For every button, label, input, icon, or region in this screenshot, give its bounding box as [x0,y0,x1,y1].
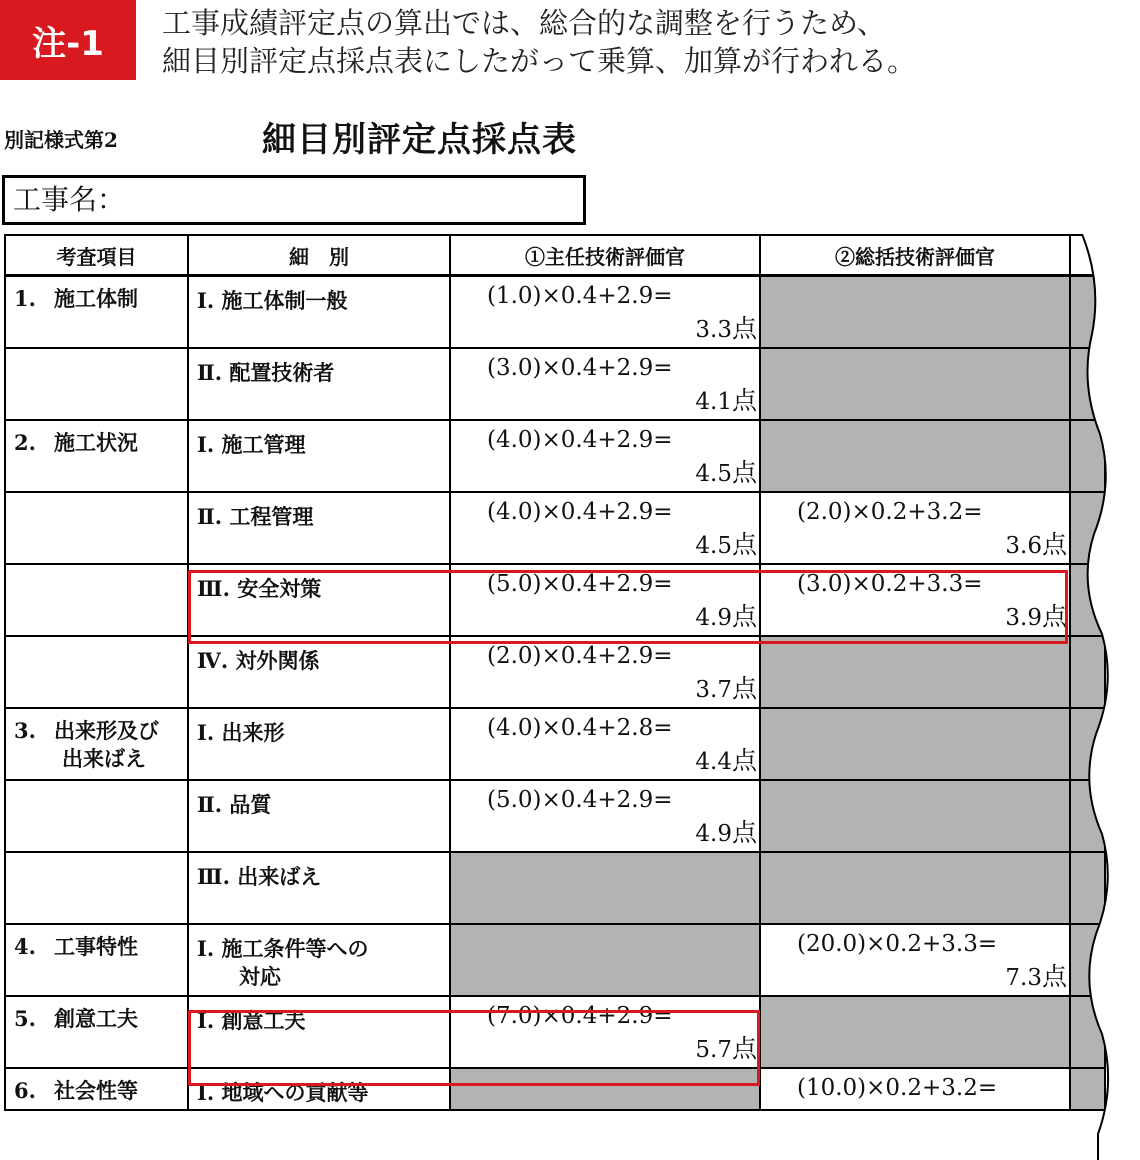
score [451,493,759,563]
general-score-cell [760,636,1070,708]
score-result [1005,597,1067,633]
edge-cell [1070,1068,1105,1110]
general-score-cell [760,420,1070,492]
score-formula: (3.0)×0.2+3.3= [797,571,983,597]
score-unit: 点 [731,314,757,343]
score-value: 5.7 [695,1037,732,1063]
general-score-cell [760,492,1070,564]
chief-score-cell [450,780,760,852]
detail-label [189,493,449,531]
edge-cell [1070,708,1105,780]
table-header-row [5,235,1105,276]
item-number: 1. [14,286,36,311]
item-cell [5,564,188,636]
item-number: 3. [14,718,36,743]
edge-cell [1070,780,1105,852]
item-label [6,925,187,961]
detail-cell [188,348,450,420]
detail-label [189,1069,449,1107]
edge-cell [1070,564,1105,636]
detail-number: Ⅱ. [197,792,223,817]
score-result [695,1029,757,1065]
detail-cell [188,492,450,564]
note-text [162,4,1132,80]
table-row [5,276,1105,349]
score-value: 7.3 [1005,965,1042,991]
table-row [5,348,1105,420]
item-name: 施工体制 [54,286,138,311]
note-line: 細目別評定点採点表にしたがって乗算、加算が行われる。 [162,44,917,78]
item-label [6,709,187,773]
item-name: 工事特性 [54,934,138,959]
detail-name: 施工管理 [221,432,306,457]
detail-label [189,709,449,747]
table-row [5,564,1105,636]
chief-score-cell [450,420,760,492]
score-formula: (4.0)×0.4+2.9= [487,499,673,525]
score-unit: 点 [1041,602,1067,631]
general-score-cell [760,348,1070,420]
detail-number: Ⅰ. [197,720,215,745]
detail-name: 品質 [229,792,272,817]
score-unit: 点 [731,1034,757,1063]
score [451,565,759,635]
header-edge [1070,235,1105,276]
detail-number: Ⅲ. [197,864,230,889]
detail-name: 地域への貢献等 [221,1080,369,1105]
item-cell [5,996,188,1068]
score-unit: 点 [1041,530,1067,559]
header-item: 考査項目 [5,235,188,276]
general-score-cell [760,852,1070,924]
score-value: 4.5 [695,533,732,559]
score [451,997,759,1067]
general-score-cell [760,924,1070,996]
score-result [1005,525,1067,561]
chief-score-cell [450,996,760,1068]
detail-number: Ⅱ. [197,360,223,385]
detail-number: Ⅲ. [197,576,230,601]
general-score-cell [760,1068,1070,1110]
item-cell [5,636,188,708]
edge-cell [1070,924,1105,996]
score-formula: (10.0)×0.2+3.2= [797,1075,998,1101]
detail-cell [188,852,450,924]
detail-number: Ⅰ. [197,432,215,457]
detail-cell [188,276,450,349]
chief-score-cell [450,636,760,708]
score-unit: 点 [731,674,757,703]
table-row [5,852,1105,924]
detail-label [189,277,449,315]
score-table [4,234,1106,1111]
score [451,709,759,779]
detail-label [189,637,449,675]
detail-label [189,781,449,819]
score-formula: (5.0)×0.4+2.9= [487,571,673,597]
score-result [695,669,757,705]
chief-score-cell [450,276,760,349]
score-formula: (4.0)×0.4+2.8= [487,715,673,741]
item-cell [5,780,188,852]
table-row [5,924,1105,996]
table-row [5,780,1105,852]
score-formula: (2.0)×0.4+2.9= [487,643,673,669]
score-formula: (4.0)×0.4+2.9= [487,427,673,453]
item-cell [5,492,188,564]
detail-label [189,421,449,459]
table-row [5,708,1105,780]
detail-label [189,349,449,387]
score-value: 3.3 [695,317,732,343]
detail-label [189,853,449,891]
edge-cell [1070,276,1105,349]
item-number: 2. [14,430,36,455]
general-score-cell [760,996,1070,1068]
edge-cell [1070,492,1105,564]
score-unit: 点 [731,386,757,415]
form-title: 細目別評定点採点表 [262,120,577,160]
item-label [6,997,187,1033]
note-line: 工事成績評定点の算出では、総合的な調整を行うため、 [162,6,886,40]
detail-number: Ⅰ. [197,1080,215,1105]
score-result [695,309,757,345]
score [761,493,1069,563]
header-chief-evaluator: ①主任技術評価官 [450,235,760,276]
detail-cell [188,924,450,996]
general-score-cell [760,780,1070,852]
score-result [695,597,757,633]
score-unit: 点 [731,602,757,631]
item-number: 4. [14,934,36,959]
item-cell [5,348,188,420]
score-value: 4.9 [695,605,732,631]
chief-score-cell [450,348,760,420]
score-value: 4.5 [695,461,732,487]
table-body [5,276,1105,1111]
item-cell [5,1068,188,1110]
edge-cell [1070,420,1105,492]
detail-label [189,997,449,1035]
table-row [5,636,1105,708]
item-number: 5. [14,1006,36,1031]
edge-cell [1070,636,1105,708]
item-label [6,421,187,457]
edge-cell [1070,852,1105,924]
chief-score-cell [450,564,760,636]
score [451,421,759,491]
score [451,349,759,419]
header-detail: 細 別 [188,235,450,276]
detail-cell [188,780,450,852]
item-name: 創意工夫 [54,1006,138,1031]
score-formula: (20.0)×0.2+3.3= [797,931,998,957]
score-value: 4.9 [695,821,732,847]
score-value: 4.4 [695,749,732,775]
score-value: 3.9 [1005,605,1042,631]
detail-name-cont: 対応 [239,964,281,989]
score [761,565,1069,635]
score-result [695,381,757,417]
score [451,277,759,347]
item-cell [5,708,188,780]
edge-cell [1070,996,1105,1068]
detail-cell [188,636,450,708]
score-result [1005,957,1067,993]
chief-score-cell [450,492,760,564]
item-label [6,1069,187,1105]
item-cell [5,276,188,349]
item-name: 施工状況 [54,430,138,455]
chief-score-cell [450,1068,760,1110]
chief-score-cell [450,924,760,996]
detail-name: 出来ばえ [237,864,322,889]
score-formula: (5.0)×0.4+2.9= [487,787,673,813]
chief-score-cell [450,852,760,924]
score-unit: 点 [1041,962,1067,991]
detail-label [189,925,449,991]
detail-cell [188,996,450,1068]
note-badge: 注-1 [0,0,136,80]
score-unit: 点 [731,818,757,847]
chief-score-cell [450,708,760,780]
score-formula: (3.0)×0.4+2.9= [487,355,673,381]
score-unit: 点 [731,530,757,559]
item-name: 社会性等 [54,1078,138,1103]
detail-name: 安全対策 [237,576,322,601]
score-result [695,741,757,777]
detail-name: 対外関係 [235,648,320,673]
table-row [5,492,1105,564]
item-cell [5,924,188,996]
detail-name: 創意工夫 [221,1008,306,1033]
score [761,925,1069,995]
table-row [5,996,1105,1068]
detail-name: 施工体制一般 [221,288,348,313]
item-label [6,277,187,313]
header-general-evaluator: ②総括技術評価官 [760,235,1070,276]
score-result [695,525,757,561]
score-result [695,453,757,489]
detail-number: Ⅰ. [197,288,215,313]
score [451,637,759,707]
detail-name: 工程管理 [229,504,314,529]
score-unit: 点 [731,458,757,487]
item-name: 出来形及び [54,718,159,743]
score [761,1069,1069,1109]
detail-number: Ⅳ. [197,648,229,673]
score-value: 3.7 [695,677,732,703]
score-value: 3.6 [1005,533,1042,559]
item-name-cont: 出来ばえ [62,746,146,771]
score-unit: 点 [731,746,757,775]
detail-cell [188,420,450,492]
detail-name: 出来形 [221,720,285,745]
detail-cell [188,708,450,780]
detail-number: Ⅱ. [197,504,223,529]
score-value: 4.1 [695,389,732,415]
detail-number: Ⅰ. [197,936,215,961]
detail-name: 配置技術者 [229,360,335,385]
score-result [695,813,757,849]
project-name-field: 工事名： [2,175,586,225]
table-row [5,1068,1105,1110]
detail-cell [188,1068,450,1110]
detail-number: Ⅰ. [197,1008,215,1033]
general-score-cell [760,276,1070,349]
detail-name: 施工条件等への [221,936,369,961]
edge-cell [1070,348,1105,420]
score-table-area [0,234,1140,1160]
score [451,781,759,851]
item-number: 6. [14,1078,36,1103]
general-score-cell [760,708,1070,780]
score-formula: (7.0)×0.4+2.9= [487,1003,673,1029]
form-label: 別記様式第2 [4,128,118,152]
item-cell [5,420,188,492]
score-formula: (1.0)×0.4+2.9= [487,283,673,309]
score-formula: (2.0)×0.2+3.2= [797,499,983,525]
detail-cell [188,564,450,636]
item-cell [5,852,188,924]
table-row [5,420,1105,492]
detail-label [189,565,449,603]
general-score-cell [760,564,1070,636]
